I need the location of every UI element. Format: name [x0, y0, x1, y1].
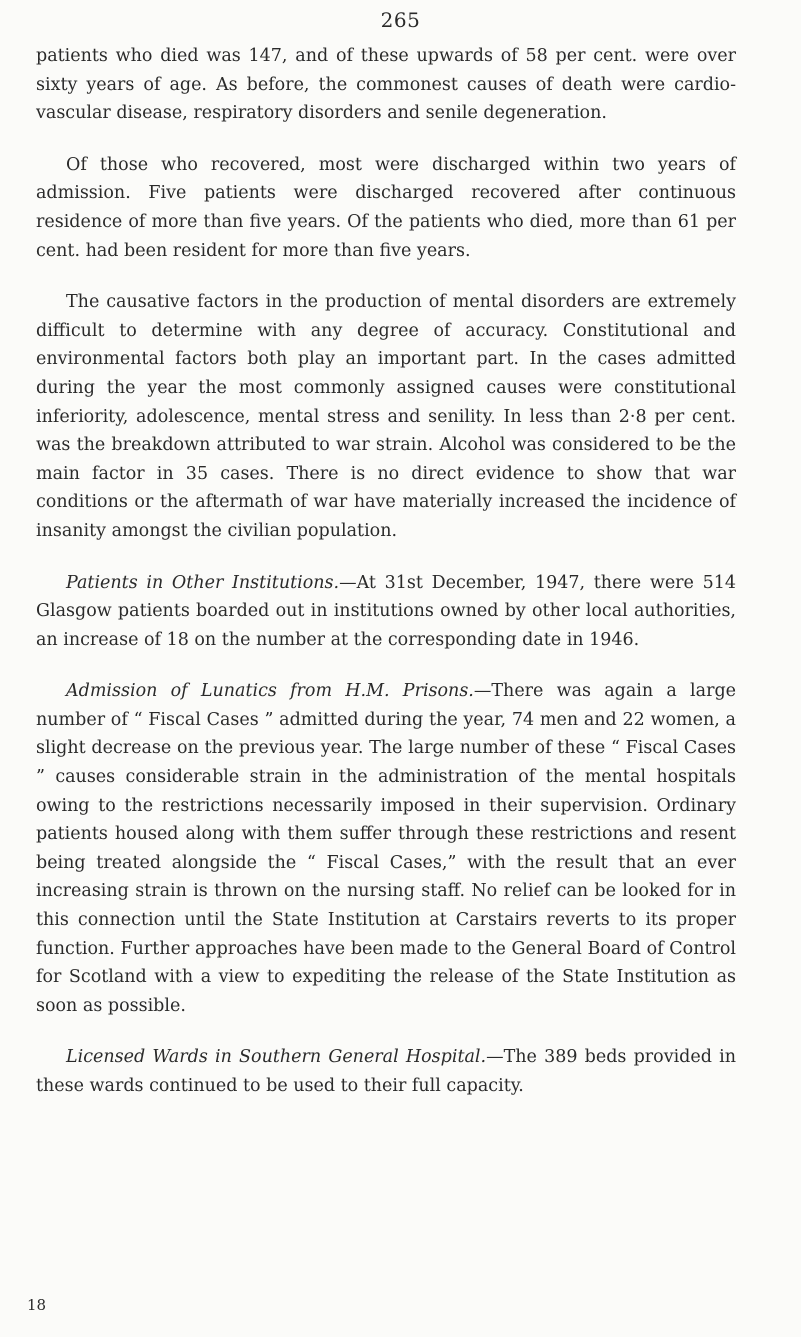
paragraph-prison-admissions [36, 677, 736, 1020]
paragraph-other-institutions [36, 569, 736, 655]
signature-mark: 18 [27, 1296, 47, 1314]
section-heading: Patients in Other Institutions. [66, 572, 340, 593]
page-number: 265 [380, 8, 421, 32]
paragraph-text: The causative factors in the production of mental disorders are extremely difficult to determine with any degree of accuracy. Constitutional and environmental factors both play an important part. In the cases admitted during the year the most commonly assigned causes were constitutional inferiority, adolescence, mental stress and senility. In less than 2·8 per cent. was the breakdown attributed to war strain. Alcohol was considered to be the main factor in 35 cases. There is no direct evidence to show that war conditions or the aftermath of war have materially increased the incidence of insanity amongst the civilian population. [36, 292, 736, 541]
paragraph-text: patients who died was 147, and of these upwards of 58 per cent. were over sixty years of age. As before, the commonest causes of death were cardio-vascular disease, respiratory disorders and senile degeneration. [36, 46, 736, 124]
section-heading: Admission of Lunatics from H.M. Prisons. [66, 681, 474, 702]
paragraph-text: Of those who recovered, most were discharged within two years of admission. Five patients were discharged recovered after continuous residence of more than five years. Of the patients who died, more than 61 per cent. had been resident for more than five years. [36, 154, 736, 261]
paragraph-text: —At 31st December, 1947, there were 514 Glasgow patients boarded out in institutions owned by other local authorities, an increase of 18 on the number at the corresponding date in 1946. [36, 572, 736, 650]
paragraph-licensed-wards [36, 1043, 736, 1100]
body-text [36, 42, 736, 1124]
paragraph-text: —The 389 beds provided in these wards continued to be used to their full capacity. [36, 1047, 736, 1096]
section-heading: Licensed Wards in Southern General Hospital. [66, 1047, 487, 1068]
paragraph-recoveries [36, 151, 736, 265]
paragraph-text: —There was again a large number of “ Fiscal Cases ” admitted during the year, 74 men and 22 women, a slight decrease on the previous year. The large number of these “ Fiscal Cases ” causes considerable strain in the administration of the mental hospitals owing to the restrictions necessarily imposed in their supervision. Ordinary patients housed along with them suffer through these restrictions and resent being treated alongside the “ Fiscal Cases,” with the result that an ever increasing strain is thrown on the nursing staff. No relief can be looked for in this connection until the State Institution at Carstairs reverts to its proper function. Further approaches have been made to the General Board of Control for Scotland with a view to expediting the release of the State Institution as soon as possible. [36, 681, 736, 1016]
paragraph-mortality [36, 42, 736, 128]
paragraph-causative-factors [36, 288, 736, 545]
